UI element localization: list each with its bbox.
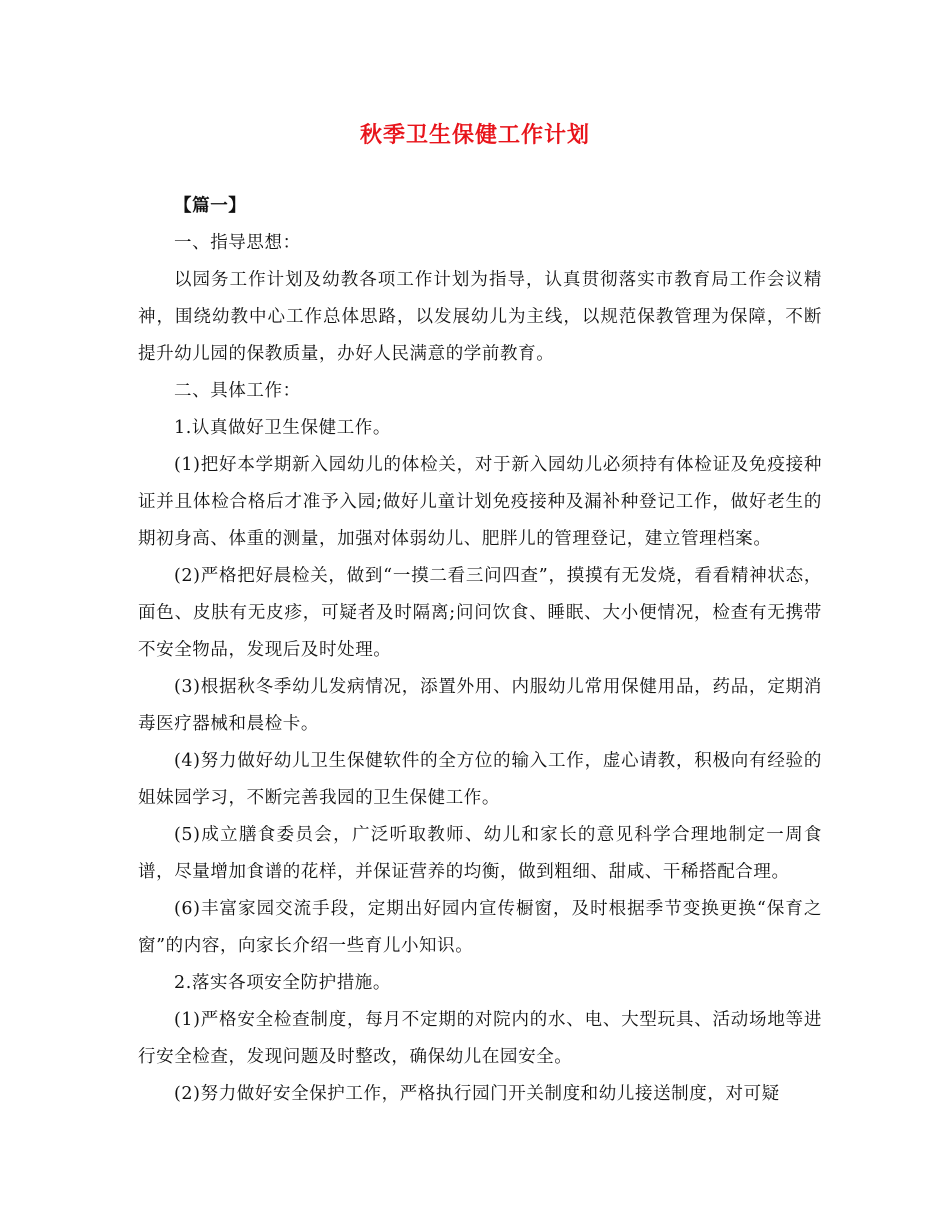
- list-item: (6)丰富家园交流手段，定期出好园内宣传橱窗，及时根据季节变换更换“保育之窗”的内容，向家长介绍一些育儿小知识。: [138, 899, 822, 956]
- list-heading: 2.落实各项安全防护措施。: [174, 973, 391, 993]
- list-item: (1)把好本学期新入园幼儿的体检关，对于新入园幼儿必须持有体检证及免疫接种证并且体检合格后才准予入园;做好儿童计划免疫接种及漏补种登记工作，做好老生的期初身高、体重的测量，加强对体弱幼儿、肥胖儿的管理登记，建立管理档案。: [138, 455, 822, 549]
- list-item: (4)努力做好幼儿卫生保健软件的全方位的输入工作，虚心请教，积极向有经验的姐妹园学习，不断完善我园的卫生保健工作。: [138, 751, 822, 808]
- list-item: (2)严格把好晨检关，做到“一摸二看三问四查”，摸摸有无发烧，看看精神状态，面色、皮肤有无皮疹，可疑者及时隔离;问问饮食、睡眠、大小便情况，检查有无携带不安全物品，发现后及时处理。: [138, 566, 822, 660]
- subheading-specific-work: 二、具体工作：: [174, 381, 301, 401]
- paragraph: 以园务工作计划及幼教各项工作计划为指导，认真贯彻落实市教育局工作会议精神，围绕幼教中心工作总体思路，以发展幼儿为主线，以规范保教管理为保障，不断提升幼儿园的保教质量，办好人民满意的学前教育。: [138, 270, 822, 364]
- list-item: (5)成立膳食委员会，广泛听取教师、幼儿和家长的意见科学合理地制定一周食谱，尽量增加食谱的花样，并保证营养的均衡，做到粗细、甜咸、干稀搭配合理。: [138, 825, 822, 882]
- list-item: (1)严格安全检查制度，每月不定期的对院内的水、电、大型玩具、活动场地等进行安全检查，发现问题及时整改，确保幼儿在园安全。: [138, 1010, 822, 1067]
- subheading-guiding-idea: 一、指导思想：: [174, 233, 301, 253]
- document-body: [138, 188, 822, 1113]
- section-heading: 【篇一】: [174, 196, 247, 216]
- document-title: 秋季卫生保健工作计划: [359, 123, 590, 148]
- list-item: (3)根据秋冬季幼儿发病情况，添置外用、内服幼儿常用保健用品，药品，定期消毒医疗器械和晨检卡。: [138, 677, 822, 734]
- list-item: (2)努力做好安全保护工作，严格执行园门开关制度和幼儿接送制度，对可疑: [174, 1084, 780, 1104]
- list-heading: 1.认真做好卫生保健工作。: [174, 418, 391, 438]
